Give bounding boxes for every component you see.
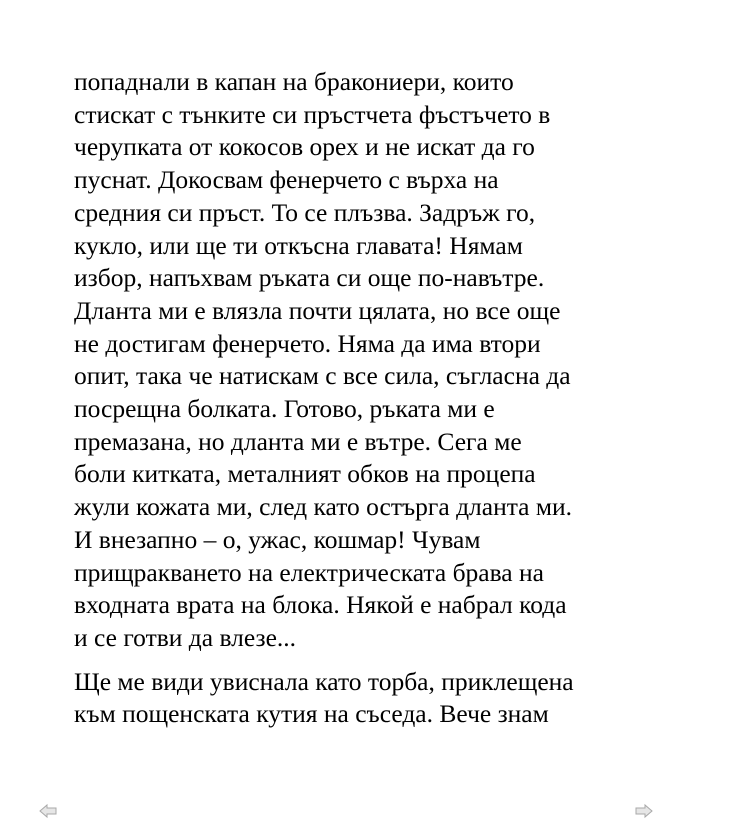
text-line: средния си пръст. То се плъзва. Задръж го, [74,197,536,227]
text-line: боли китката, металният обков на процепа [74,459,536,489]
text-line: към пощенската кутия на съседа. Вече знам [74,699,549,729]
text-line: жули кожата ми, след като остърга дланта ми. [74,492,573,522]
document-page [74,66,634,731]
text-line: прищракването на електрическата брава на [74,557,544,587]
text-line: Дланта ми е влязла почти цялата, но все още [74,295,561,325]
text-line: избор, напъхвам ръката си още по-навътре. [74,263,545,293]
text-line: и се готви да влезе... [74,622,297,652]
text-line: стискат с тънките си пръстчета фъстъчето в [74,99,551,129]
paragraph-1 [74,66,634,655]
text-line: опит, така че натискам с все сила, съгласна да [74,361,571,391]
text-line: И внезапно – о, ужас, кошмар! Чувам [74,524,481,554]
arrow-right-icon [635,803,653,819]
previous-page-button[interactable] [39,803,57,819]
next-page-button[interactable] [635,803,653,819]
text-line: посрещна болката. Готово, ръката ми е [74,394,495,424]
text-line: пуснат. Докосвам фенерчето с върха на [74,165,499,195]
text-line: входната врата на блока. Някой е набрал кода [74,590,567,620]
arrow-left-icon [39,803,57,819]
paragraph-2 [74,666,634,731]
text-line: кукло, или ще ти откъсна главата! Нямам [74,230,523,260]
text-line: черупката от кокосов орех и не искат да го [74,132,535,162]
text-line: Ще ме види увиснала като торба, приклещена [74,666,574,696]
text-line: не достигам фенерчето. Няма да има втори [74,328,541,358]
text-line: премазана, но дланта ми е вътре. Сега ме [74,426,522,456]
text-line: попаднали в капан на бракониери, които [74,67,514,96]
